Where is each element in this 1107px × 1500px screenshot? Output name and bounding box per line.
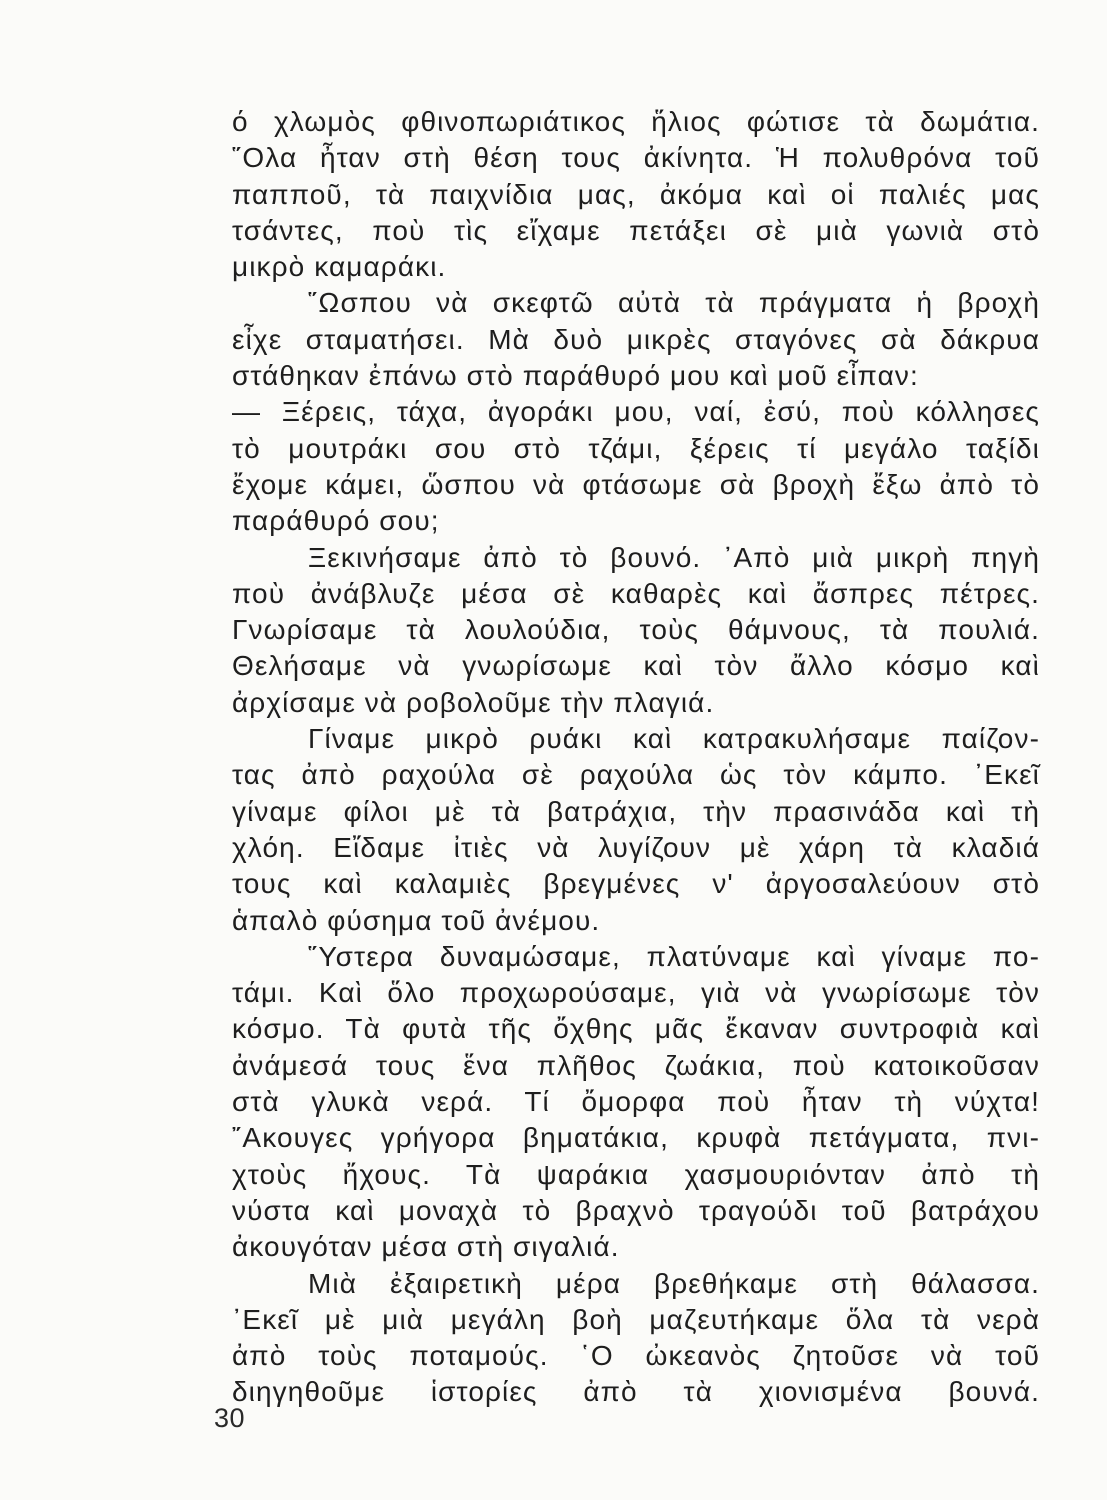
text-line: ἀπὸ τοὺς ποταμούς. ῾Ο ὠκεανὸς ζητοῦσε νὰ τοῦ [232,1340,1040,1372]
page-number: 30 [214,1403,246,1433]
text-line: χλόη. Εἴδαμε ἰτιὲς νὰ λυγίζουν μὲ χάρη τὰ κλαδιά [232,831,1040,863]
text-line: ῎Ακουγες γρήγορα βηματάκια, κρυφὰ πετάγματα, πνι- [232,1122,1040,1154]
text-line: Θελήσαμε νὰ γνωρίσωμε καὶ τὸν ἄλλο κόσμο καὶ [232,650,1040,682]
text-line: τάμι. Καὶ ὅλο προχωρούσαμε, γιὰ νὰ γνωρίσωμε τὸν [232,977,1040,1009]
text-line: στὰ γλυκὰ νερά. Τί ὄμορφα ποὺ ἦταν τὴ νύχτα! [232,1086,1040,1118]
text-line: γίναμε φίλοι μὲ τὰ βατράχια, τὴν πρασινάδα καὶ τὴ [232,795,1040,827]
text-line: τσάντες, ποὺ τὶς εἴχαμε πετάξει σὲ μιὰ γωνιὰ στὸ [232,214,1040,246]
text-line: Ξεκινήσαμε ἀπὸ τὸ βουνό. ᾿Απὸ μιὰ μικρὴ πηγὴ [308,541,1040,573]
text-line: ἔχομε κάμει, ὥσπου νὰ φτάσωμε σὰ βροχὴ ἔξω ἀπὸ τὸ [232,468,1040,500]
text-line: τας ἀπὸ ραχούλα σὲ ραχούλα ὡς τὸν κάμπο. ᾿Εκεῖ [232,759,1040,791]
text-line: στάθηκαν ἐπάνω στὸ παράθυρό μου καὶ μοῦ εἶπαν: [232,360,919,392]
text-line: ῞Ολα ἦταν στὴ θέση τους ἀκίνητα. Ἡ πολυθρόνα τοῦ [232,142,1040,174]
text-line: εἶχε σταματήσει. Μὰ δυὸ μικρὲς σταγόνες σὰ δάκρυα [232,323,1040,355]
text-line: χτοὺς ἤχους. Τὰ ψαράκια χασμουριόνταν ἀπὸ τὴ [232,1158,1040,1190]
body-text [232,104,1040,1411]
text-line: τὸ μουτράκι σου στὸ τζάμι, ξέρεις τί μεγάλο ταξίδι [232,432,1040,464]
text-line: ἀκουγόταν μέσα στὴ σιγαλιά. [232,1231,620,1263]
text-line: — Ξέρεις, τάχα, ἀγοράκι μου, ναί, ἐσύ, ποὺ κόλλησες [232,396,1040,428]
text-line: μικρὸ καμαράκι. [232,251,447,283]
text-line: ποὺ ἀνάβλυζε μέσα σὲ καθαρὲς καὶ ἄσπρες πέτρες. [232,577,1040,609]
text-line: ῞Υστερα δυναμώσαμε, πλατύναμε καὶ γίναμε πο- [308,940,1040,972]
text-line: παπποῦ, τὰ παιχνίδια μας, ἀκόμα καὶ οἱ παλιές μας [232,178,1040,210]
text-line: Γίναμε μικρὸ ρυάκι καὶ κατρακυλήσαμε παίζον- [308,723,1040,755]
text-line: κόσμο. Τὰ φυτὰ τῆς ὄχθης μᾶς ἔκαναν συντροφιὰ καὶ [232,1013,1040,1045]
text-line: ἁπαλὸ φύσημα τοῦ ἀνέμου. [232,904,601,936]
text-line: Μιὰ ἐξαιρετικὴ μέρα βρεθήκαμε στὴ θάλασσα. [308,1267,1040,1299]
text-line: ἀρχίσαμε νὰ ροβολοῦμε τὴν πλαγιά. [232,686,715,718]
text-line: ἀνάμεσά τους ἕνα πλῆθος ζωάκια, ποὺ κατοικοῦσαν [232,1049,1040,1081]
text-line: ῞Ωσπου νὰ σκεφτῶ αὐτὰ τὰ πράγματα ἡ βροχὴ [308,287,1040,319]
text-line: ό χλωμὸς φθινοπωριάτικος ἥλιος φώτισε τὰ δωμάτια. [232,106,1040,137]
text-line: Γνωρίσαμε τὰ λουλούδια, τοὺς θάμνους, τὰ πουλιά. [232,614,1040,646]
text-line: διηγηθοῦμε ἱστορίες ἀπὸ τὰ χιονισμένα βουνά. [232,1376,1040,1408]
text-line: παράθυρό σου; [232,505,440,537]
text-line: ᾿Εκεῖ μὲ μιὰ μεγάλη βοὴ μαζευτήκαμε ὅλα τὰ νερὰ [232,1303,1040,1335]
text-line: νύστα καὶ μοναχὰ τὸ βραχνὸ τραγούδι τοῦ βατράχου [232,1194,1040,1226]
text-line: τους καὶ καλαμιὲς βρεγμένες ν' ἀργοσαλεύουν στὸ [232,868,1040,900]
